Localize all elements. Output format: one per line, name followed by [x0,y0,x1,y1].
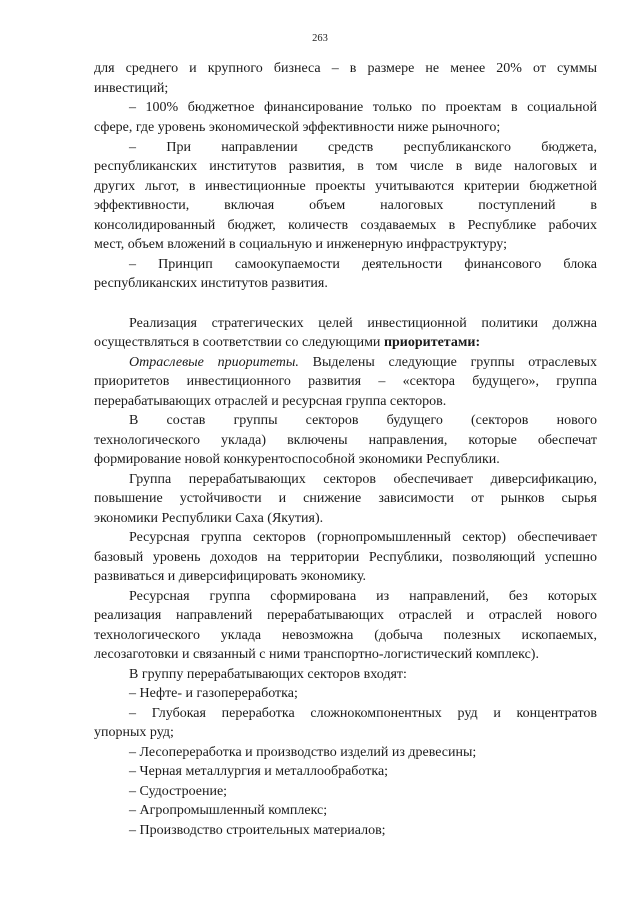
text-line: республиканских институтов развития. [94,276,328,291]
bold-term: приоритетами: [383,335,481,350]
text-line: эффективности, включая объем налоговых поступлений в [94,198,597,213]
text-line [94,334,597,352]
text-line: других льгот, в инвестиционные проекты учитываются критерии бюджетной [94,179,597,194]
list-item: – Производство строительных материалов; [129,823,386,838]
text-line: формирование новой конкурентоспособной экономики Республики. [94,452,500,467]
text-line: консолидированный бюджет, количеств создаваемых в Республике рабочих [94,218,597,233]
list-item: – Лесопереработка и производство изделий из древесины; [129,745,477,760]
list-item: – Глубокая переработка сложнокомпонентных руд и концентратов [129,706,597,721]
text-line: упорных руд; [94,725,174,740]
text-span: осуществляться в соответствии со следующими [94,335,381,350]
text-line: – При направлении средств республиканского бюджета, [129,140,597,155]
list-item: – Черная металлургия и металлообработка; [129,764,389,779]
list-item: – Судостроение; [129,784,228,799]
text-line: для среднего и крупного бизнеса – в размере не менее 20% от суммы [94,61,597,76]
text-line: Реализация стратегических целей инвестиционной политики должна [129,316,597,331]
text-line: сфере, где уровень экономической эффективности ниже рыночного; [94,120,501,135]
text-line: – 100% бюджетное финансирование только по проектам в социальной [129,100,597,115]
text-line: лесозаготовки и связанный с ними транспортно-логистический комплекс). [94,647,539,662]
text-line: экономики Республики Саха (Якутия). [94,511,324,526]
text-line: приоритетов инвестиционного развития – «сектора будущего», группа [94,374,597,389]
text-line: Ресурсная группа сформирована из направлений, без которых [129,589,597,604]
text-line: развиваться и диверсифицировать экономику. [94,569,367,584]
list-item: – Нефте- и газопереработка; [129,686,298,701]
text-line: Группа перерабатывающих секторов обеспечивает диверсификацию, [129,472,597,487]
text-line: В группу перерабатывающих секторов входят: [129,667,407,682]
list-item: – Агропромышленный комплекс; [129,803,328,818]
text-line: В состав группы секторов будущего (секторов нового [129,413,597,428]
text-line: Ресурсная группа секторов (горнопромышленный сектор) обеспечивает [129,530,597,545]
text-line [129,354,597,372]
text-line: мест, объем вложений в социальную и инженерную инфраструктуру; [94,237,507,252]
text-span: Выделены следующие группы отраслевых [312,355,598,370]
text-line: технологического уклада) включены направления, которые обеспечат [94,433,597,448]
page-number: 263 [312,33,328,44]
text-line: технологического уклада невозможна (добыча полезных ископаемых, [94,628,597,643]
text-line: реализация направлений перерабатывающих отраслей и отраслей нового [94,608,597,623]
italic-term: Отраслевые приоритеты. [129,355,299,370]
text-line: республиканских институтов развития, в том числе в виде налоговых и [94,159,597,174]
text-line: перерабатывающих отраслей и ресурсная группа секторов. [94,394,447,409]
text-line: – Принцип самоокупаемости деятельности финансового блока [129,257,597,272]
text-line: повышение устойчивости и снижение зависимости от рынков сырья [94,491,597,506]
text-line: базовый уровень доходов на территории Республики, позволяющий успешно [94,550,597,565]
text-line: инвестиций; [94,81,169,96]
